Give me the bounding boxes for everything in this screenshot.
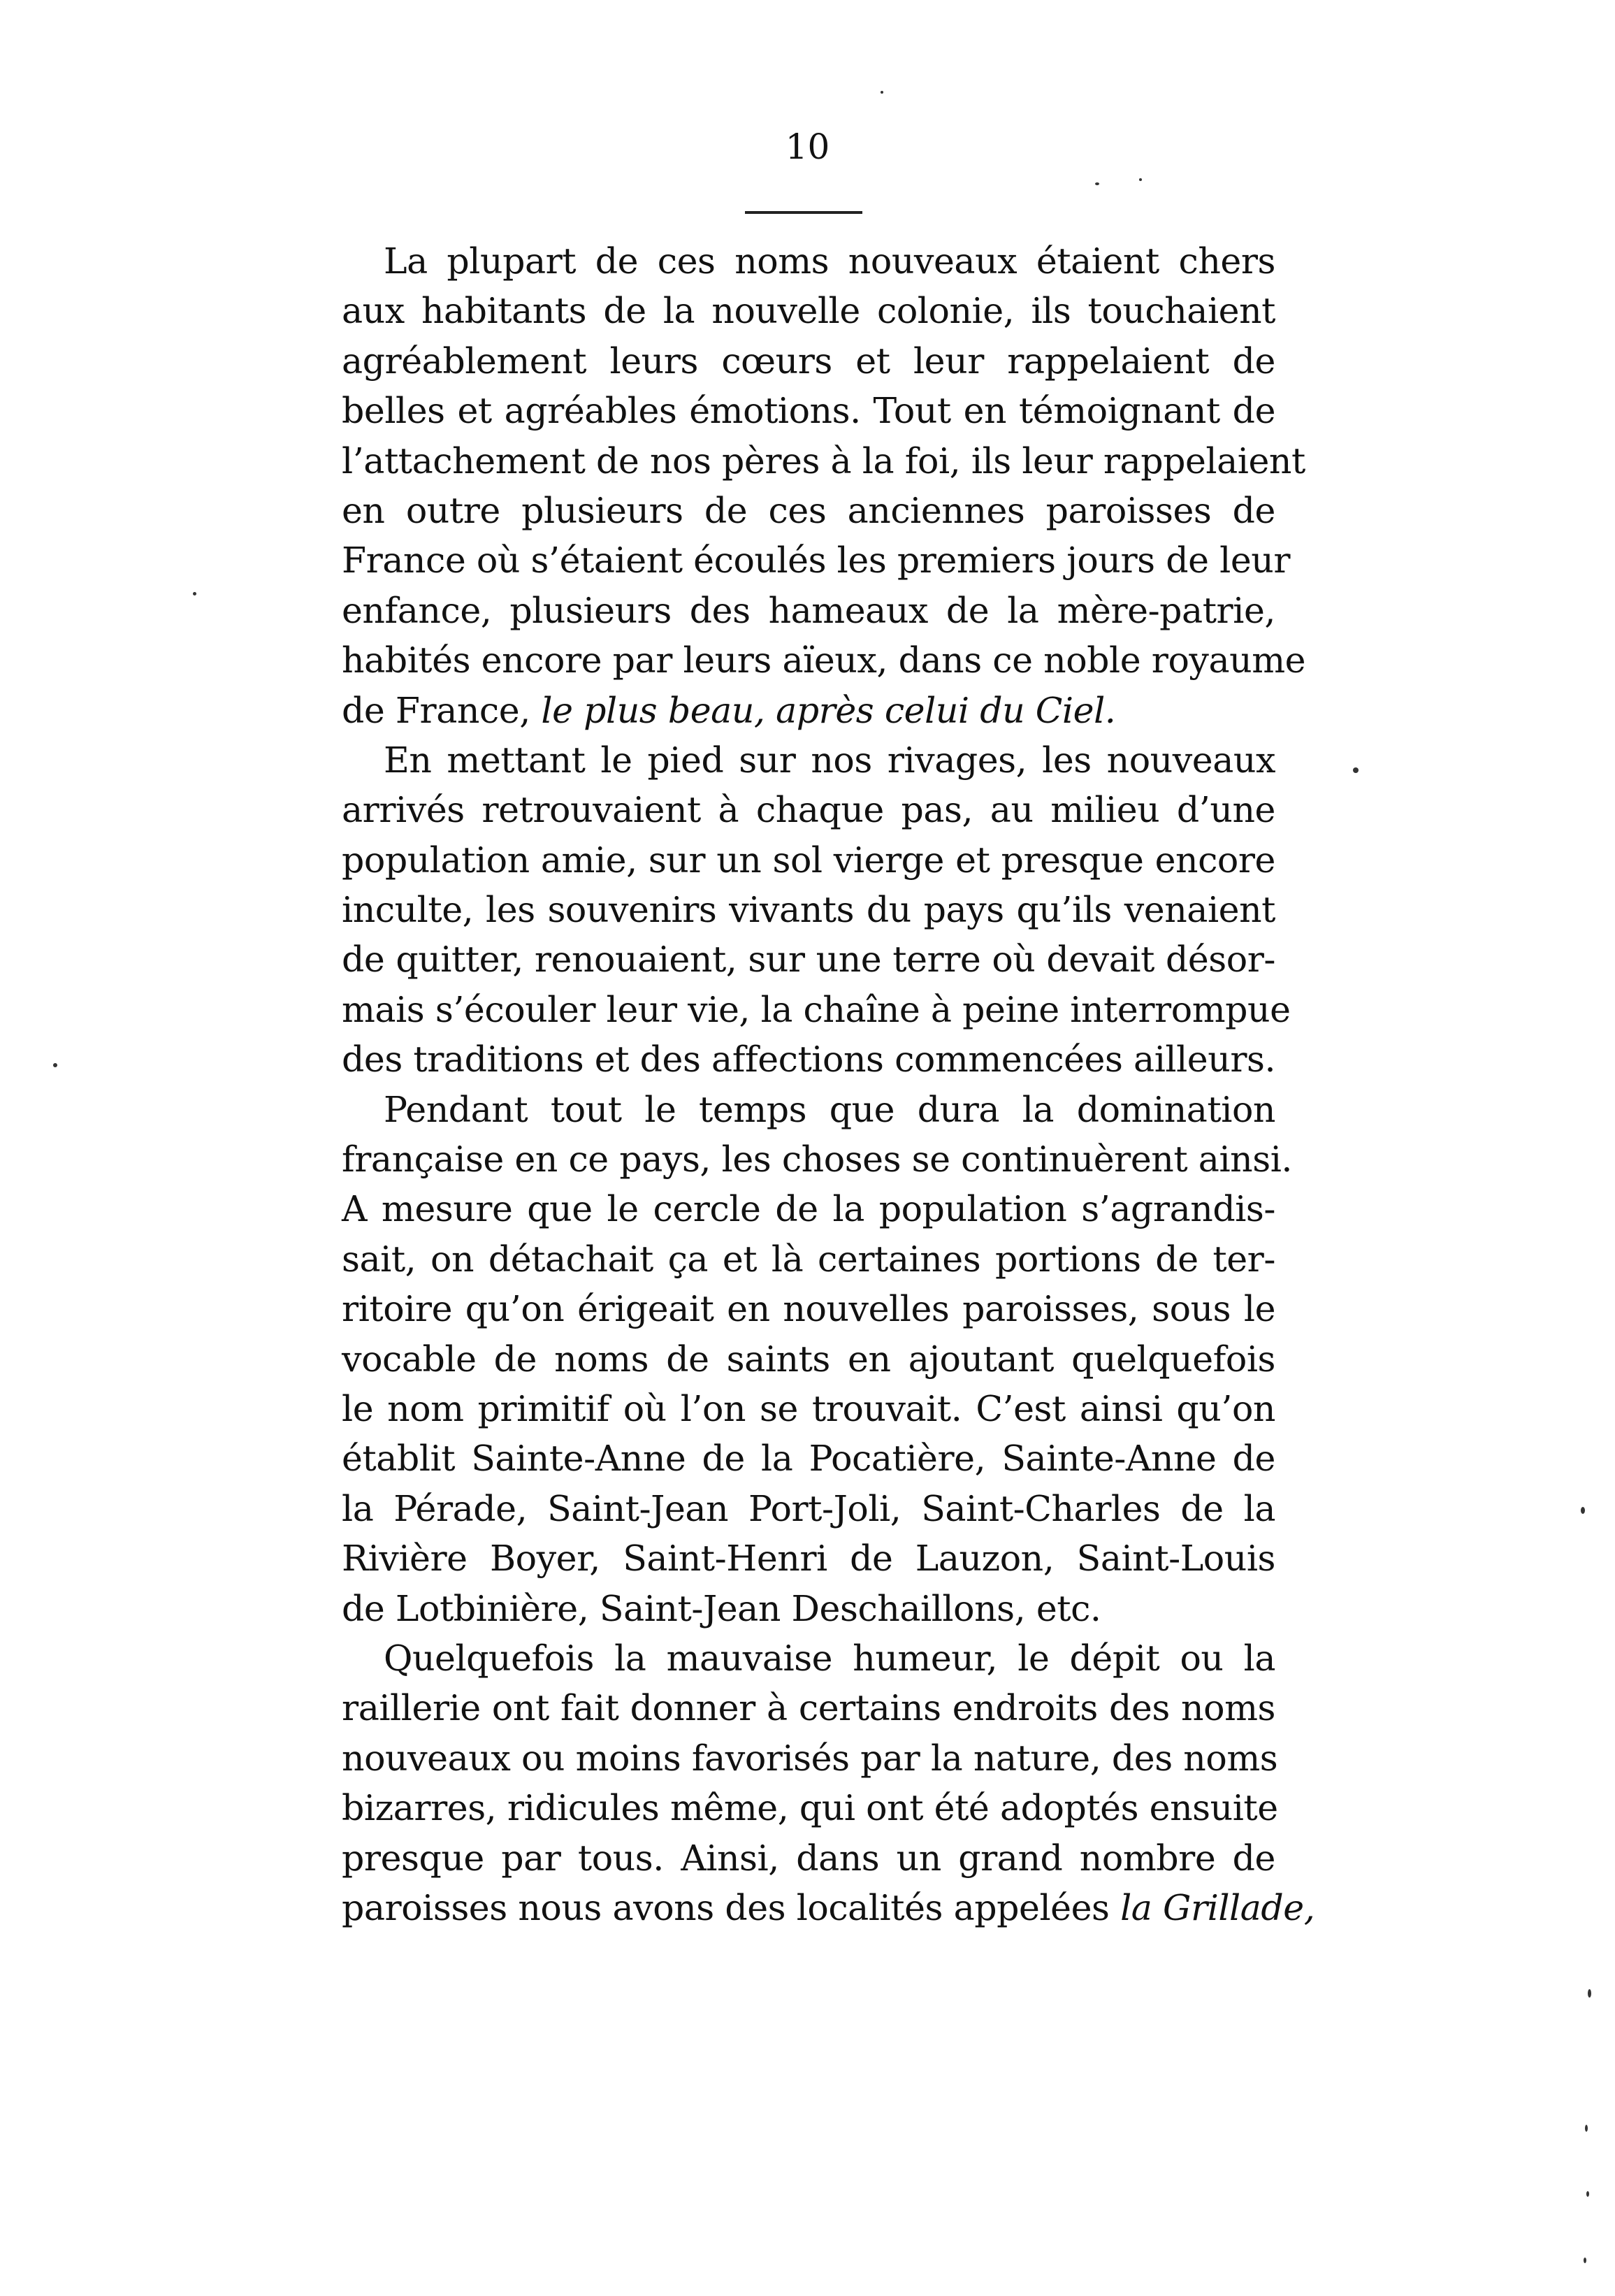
scan-speck bbox=[1588, 1989, 1591, 1998]
text-line: la Pérade, Saint-Jean Port-Joli, Saint-Charles de la bbox=[342, 1487, 1275, 1529]
text-line: en outre plusieurs de ces anciennes paroisses de bbox=[342, 489, 1275, 531]
scan-speck bbox=[881, 91, 883, 94]
text-line: population amie, sur un sol vierge et presque encore bbox=[342, 839, 1275, 881]
italic-place-name: la Grillade, bbox=[1120, 1886, 1315, 1928]
scan-speck bbox=[193, 592, 196, 595]
text-segment: de France, bbox=[342, 689, 542, 731]
scan-speck bbox=[1585, 2125, 1588, 2132]
text-line: A mesure que le cercle de la population s’agrandis- bbox=[342, 1188, 1275, 1230]
text-line: nouveaux ou moins favorisés par la nature, des noms bbox=[342, 1737, 1278, 1779]
text-line: mais s’écouler leur vie, la chaîne à peine interrompue bbox=[342, 988, 1291, 1030]
text-line: aux habitants de la nouvelle colonie, ils touchaient bbox=[342, 290, 1275, 332]
scan-speck bbox=[1139, 178, 1142, 181]
text-line: Quelquefois la mauvaise humeur, le dépit ou la bbox=[384, 1637, 1275, 1679]
text-line: Rivière Boyer, Saint-Henri de Lauzon, Saint-Louis bbox=[342, 1538, 1275, 1580]
scan-speck bbox=[1584, 2258, 1586, 2263]
text-line: des traditions et des affections commencées ailleurs. bbox=[342, 1039, 1276, 1081]
text-line bbox=[342, 1883, 1315, 1933]
header-rule bbox=[745, 211, 862, 214]
text-line: belles et agréables émotions. Tout en témoignant de bbox=[342, 390, 1275, 432]
scan-speck bbox=[1095, 182, 1099, 185]
text-line: ritoire qu’on érigeait en nouvelles paroisses, sous le bbox=[342, 1288, 1275, 1330]
text-line: agréablement leurs cœurs et leur rappelaient de bbox=[342, 340, 1275, 382]
text-line: En mettant le pied sur nos rivages, les nouveaux bbox=[384, 739, 1275, 781]
text-line: de quitter, renouaient, sur une terre où devait désor- bbox=[342, 939, 1275, 981]
text-segment: paroisses nous avons des localités appelées bbox=[342, 1886, 1121, 1928]
text-line: inculte, les souvenirs vivants du pays qu’ils venaient bbox=[342, 889, 1275, 931]
text-line: arrivés retrouvaient à chaque pas, au milieu d’une bbox=[342, 789, 1275, 831]
text-line: raillerie ont fait donner à certains endroits des noms bbox=[342, 1687, 1275, 1729]
text-line: France où s’étaient écoulés les premiers jours de leur bbox=[342, 540, 1291, 582]
text-line bbox=[342, 686, 1275, 735]
text-line: enfance, plusieurs des hameaux de la mère-patrie, bbox=[342, 589, 1275, 631]
text-line: sait, on détachait ça et là certaines portions de ter- bbox=[342, 1238, 1275, 1280]
italic-quote: le plus beau, après celui du Ciel. bbox=[541, 689, 1116, 731]
text-line: le nom primitif où l’on se trouvait. C’est ainsi qu’on bbox=[342, 1387, 1275, 1429]
text-line: l’attachement de nos pères à la foi, ils leur rappelaient bbox=[342, 440, 1305, 482]
text-line: presque par tous. Ainsi, dans un grand nombre de bbox=[342, 1837, 1275, 1879]
scan-speck bbox=[1581, 1507, 1585, 1514]
scan-speck bbox=[1353, 767, 1359, 773]
text-line: vocable de noms de saints en ajoutant quelquefois bbox=[342, 1338, 1275, 1380]
text-line: française en ce pays, les choses se continuèrent ainsi. bbox=[342, 1139, 1293, 1181]
scan-speck bbox=[1586, 2191, 1589, 2197]
text-line: bizarres, ridicules même, qui ont été adoptés ensuite bbox=[342, 1787, 1278, 1829]
text-line: établit Sainte-Anne de la Pocatière, Sainte-Anne de bbox=[342, 1438, 1275, 1480]
text-line: La plupart de ces noms nouveaux étaient chers bbox=[384, 240, 1275, 282]
scan-speck bbox=[53, 1063, 57, 1067]
text-line: habités encore par leurs aïeux, dans ce noble royaume bbox=[342, 640, 1306, 681]
text-line: Pendant tout le temps que dura la domination bbox=[384, 1088, 1275, 1130]
body-text bbox=[342, 236, 1315, 1933]
text-line: de Lotbinière, Saint-Jean Deschaillons, etc. bbox=[342, 1587, 1101, 1629]
page-number: 10 bbox=[785, 127, 830, 167]
